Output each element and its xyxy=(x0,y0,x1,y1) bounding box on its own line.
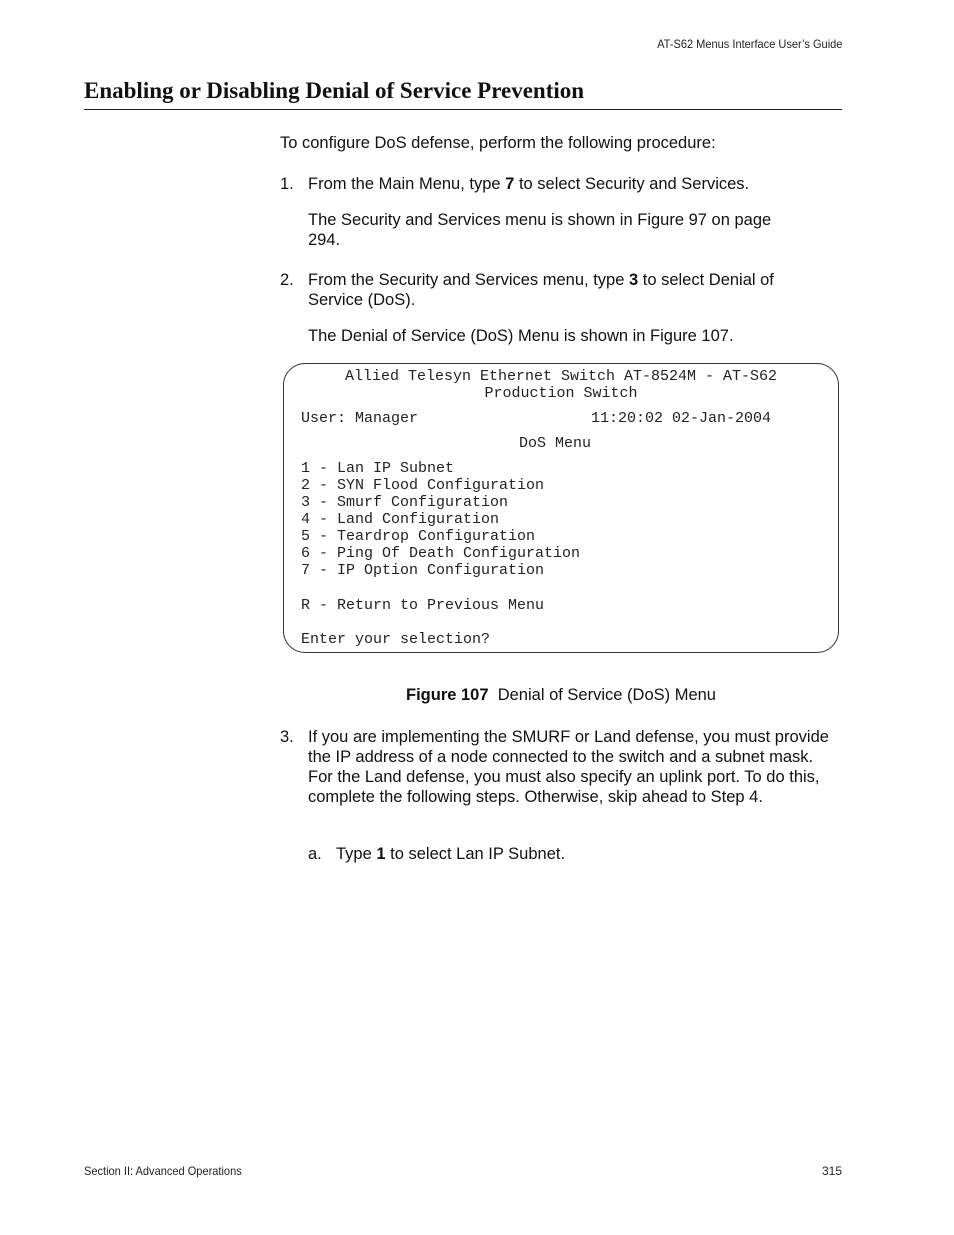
menu-item-return: R - Return to Previous Menu xyxy=(301,597,545,614)
key-label: 7 xyxy=(505,175,515,193)
page-number: 315 xyxy=(821,1164,842,1178)
substep-text: Type 1 to select Lan IP Subnet. xyxy=(336,845,566,863)
menu-item-teardrop: 5 - Teardrop Configuration xyxy=(301,528,536,545)
step-note: The Denial of Service (DoS) Menu is shown in Figure 107. xyxy=(308,327,734,345)
menu-item-smurf: 3 - Smurf Configuration xyxy=(301,494,509,511)
menu-item-syn-flood: 2 - SYN Flood Configuration xyxy=(301,477,545,494)
menu-item-ip-option: 7 - IP Option Configuration xyxy=(301,562,545,579)
dos-menu-terminal xyxy=(283,363,839,653)
substep-a xyxy=(308,844,842,864)
step-text: From the Security and Services menu, type 3 to select Denial of Service (DoS). xyxy=(308,271,774,309)
running-header: AT-S62 Menus Interface User’s Guide xyxy=(656,37,842,51)
step-number: 2. xyxy=(280,271,294,289)
step-1-note xyxy=(280,210,842,250)
figure-caption xyxy=(280,686,842,705)
key-label: 3 xyxy=(628,271,639,289)
step-number: 3. xyxy=(280,728,294,746)
terminal-user: User: Manager xyxy=(301,410,419,427)
terminal-timestamp: 11:20:02 02-Jan-2004 xyxy=(591,410,772,427)
key-label: 1 xyxy=(376,845,386,863)
substep-number: a. xyxy=(308,845,322,863)
step-1 xyxy=(280,174,842,194)
terminal-title: Allied Telesyn Ethernet Switch AT-8524M - AT-S62 xyxy=(344,368,778,385)
step-3 xyxy=(280,727,842,807)
step-text: If you are implementing the SMURF or Land defense, you must provide the IP address of a node connected to the switch and a subnet mask. For the Land defense, you must also specify an uplink port. To do this, complete the following steps. Otherwise, skip ahead to Step 4. xyxy=(308,728,829,806)
step-text: From the Main Menu, type 7 to select Security and Services. xyxy=(308,175,750,193)
menu-item-lan-ip-subnet: 1 - Lan IP Subnet xyxy=(301,460,455,477)
title-divider xyxy=(84,109,842,110)
section-title: Enabling or Disabling Denial of Service Prevention xyxy=(84,78,585,103)
step-note: The Security and Services menu is shown in Figure 97 on page 294. xyxy=(308,211,772,249)
figure-caption-text: Denial of Service (DoS) Menu xyxy=(497,686,716,704)
step-2 xyxy=(280,270,842,310)
menu-item-ping-of-death: 6 - Ping Of Death Configuration xyxy=(301,545,581,562)
footer-section: Section II: Advanced Operations xyxy=(84,1164,242,1178)
terminal-prompt: Enter your selection? xyxy=(301,631,491,648)
menu-item-land: 4 - Land Configuration xyxy=(301,511,500,528)
figure-label: Figure 107 xyxy=(406,686,489,704)
step-2-note xyxy=(280,326,842,346)
step-number: 1. xyxy=(280,175,294,193)
terminal-menu-title: DoS Menu xyxy=(519,435,592,452)
intro-paragraph: To configure DoS defense, perform the following procedure: xyxy=(280,134,716,152)
terminal-subtitle: Production Switch xyxy=(484,385,638,402)
